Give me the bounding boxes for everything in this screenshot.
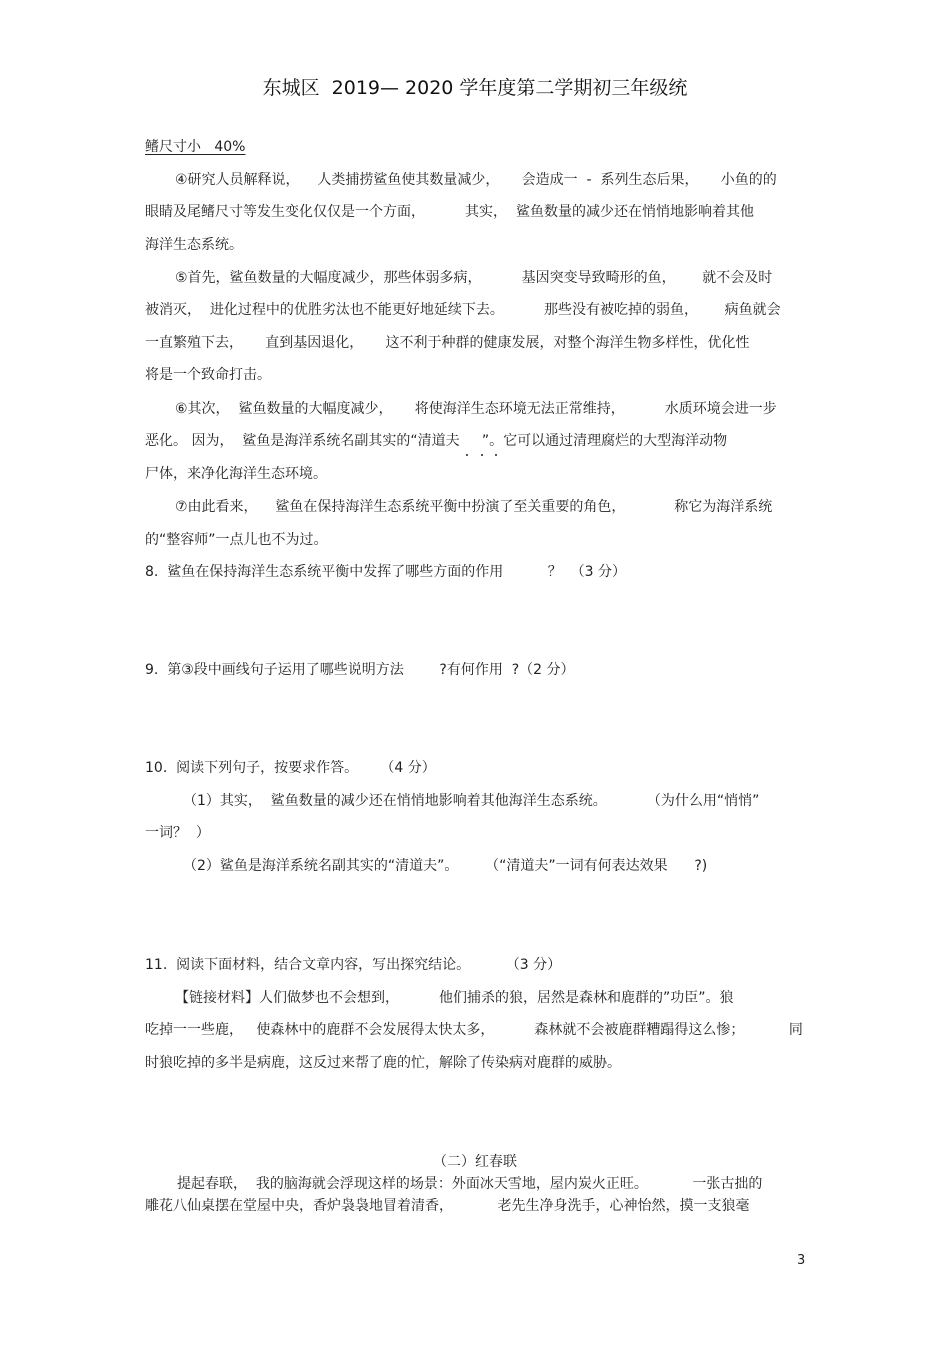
question-10: 10. 阅读下列句子，按要求作答。 （4 分） (145, 760, 436, 776)
question-10-item-1: （1）其实， 鲨鱼数量的减少还在悄悄地影响着其他海洋生态系统。 （为什么用“悄悄” (183, 793, 760, 809)
text-line: 恶化。 因为， 鲨鱼是海洋系统名副其实的“清道夫 ”。它可以通过清理腐烂的大型海洋动物 (145, 433, 728, 449)
emphasis-dot (495, 454, 497, 456)
text-line: 雕花八仙桌摆在堂屋中央，香炉袅袅地冒着清香， 老先生净身洗手，心神怡然，摸一支狼毫 (145, 1198, 750, 1214)
text-line: 海洋生态系统。 (145, 237, 243, 253)
material-line: 时狼吃掉的多半是病鹿，这反过来帮了鹿的忙，解除了传染病对鹿群的威胁。 (145, 1055, 621, 1071)
text-line: 将是一个致命打击。 (145, 367, 271, 383)
question-11: 11. 阅读下面材料，结合文章内容，写出探究结论。 （3 分） (145, 957, 562, 973)
text-line: ⑤首先，鲨鱼数量的大幅度减少，那些体弱多病， 基因突变导致畸形的鱼， 就不会及时 (175, 270, 773, 286)
text-line: 一直繁殖下去， 直到基因退化， 这不利于种群的健康发展，对整个海洋生物多样性，优化性 (145, 335, 750, 351)
emphasis-dot (466, 454, 468, 456)
question-10-item-2: （2）鲨鱼是海洋系统名副其实的“清道夫”。 （“清道夫”一词有何表达效果 ?) (183, 858, 708, 874)
page-number: 3 (797, 1253, 806, 1268)
text-line: 尸体，来净化海洋生态环境。 (145, 466, 327, 482)
question-9: 9. 第③段中画线句子运用了哪些说明方法 ?有何作用 ?（2 分） (145, 662, 575, 678)
question-10-item-1-cont: 一词？ ） (145, 825, 210, 841)
text-line: 提起春联， 我的脑海就会浮现这样的场景：外面冰天雪地，屋内炭火正旺。 一张古拙的 (177, 1176, 763, 1192)
material-line: 吃掉一一些鹿， 使森林中的鹿群不会发展得太快太多， 森林就不会被鹿群糟蹋得这么惨； 同 (145, 1022, 803, 1038)
text-line: ⑦由此看来， 鲨鱼在保持海洋生态系统平衡中扮演了至关重要的角色， 称它为海洋系统 (175, 499, 773, 515)
text-line: ⑥其次， 鲨鱼数量的大幅度减少， 将使海洋生态环境无法正常维持， 水质环境会进一步 (175, 401, 777, 417)
text-line: 鳍尺寸小 40% (145, 139, 246, 155)
page-title: 东城区 2019— 2020 学年度第二学期初三年级统 (262, 77, 688, 99)
question-8: 8. 鲨鱼在保持海洋生态系统平衡中发挥了哪些方面的作用 ？ （3 分） (145, 564, 627, 580)
section-heading: （二）红春联 (433, 1154, 517, 1170)
emphasis-dot (481, 454, 483, 456)
text-line: 被消灭， 进化过程中的优胜劣汰也不能更好地延续下去。 那些没有被吃掉的弱鱼， 病鱼就会 (145, 302, 781, 318)
text-line: 的“整容师”一点儿也不为过。 (145, 532, 328, 548)
text-line: 眼睛及尾鳍尺寸等发生变化仅仅是一个方面， 其实， 鲨鱼数量的减少还在悄悄地影响着其他 (145, 204, 754, 220)
material-line: 【链接材料】人们做梦也不会想到， 他们捕杀的狼，居然是森林和鹿群的”功臣”。狼 (175, 990, 734, 1006)
text-line: ④研究人员解释说， 人类捕捞鲨鱼使其数量减少， 会造成一 - 系列生态后果， 小鱼的的 (175, 172, 777, 188)
